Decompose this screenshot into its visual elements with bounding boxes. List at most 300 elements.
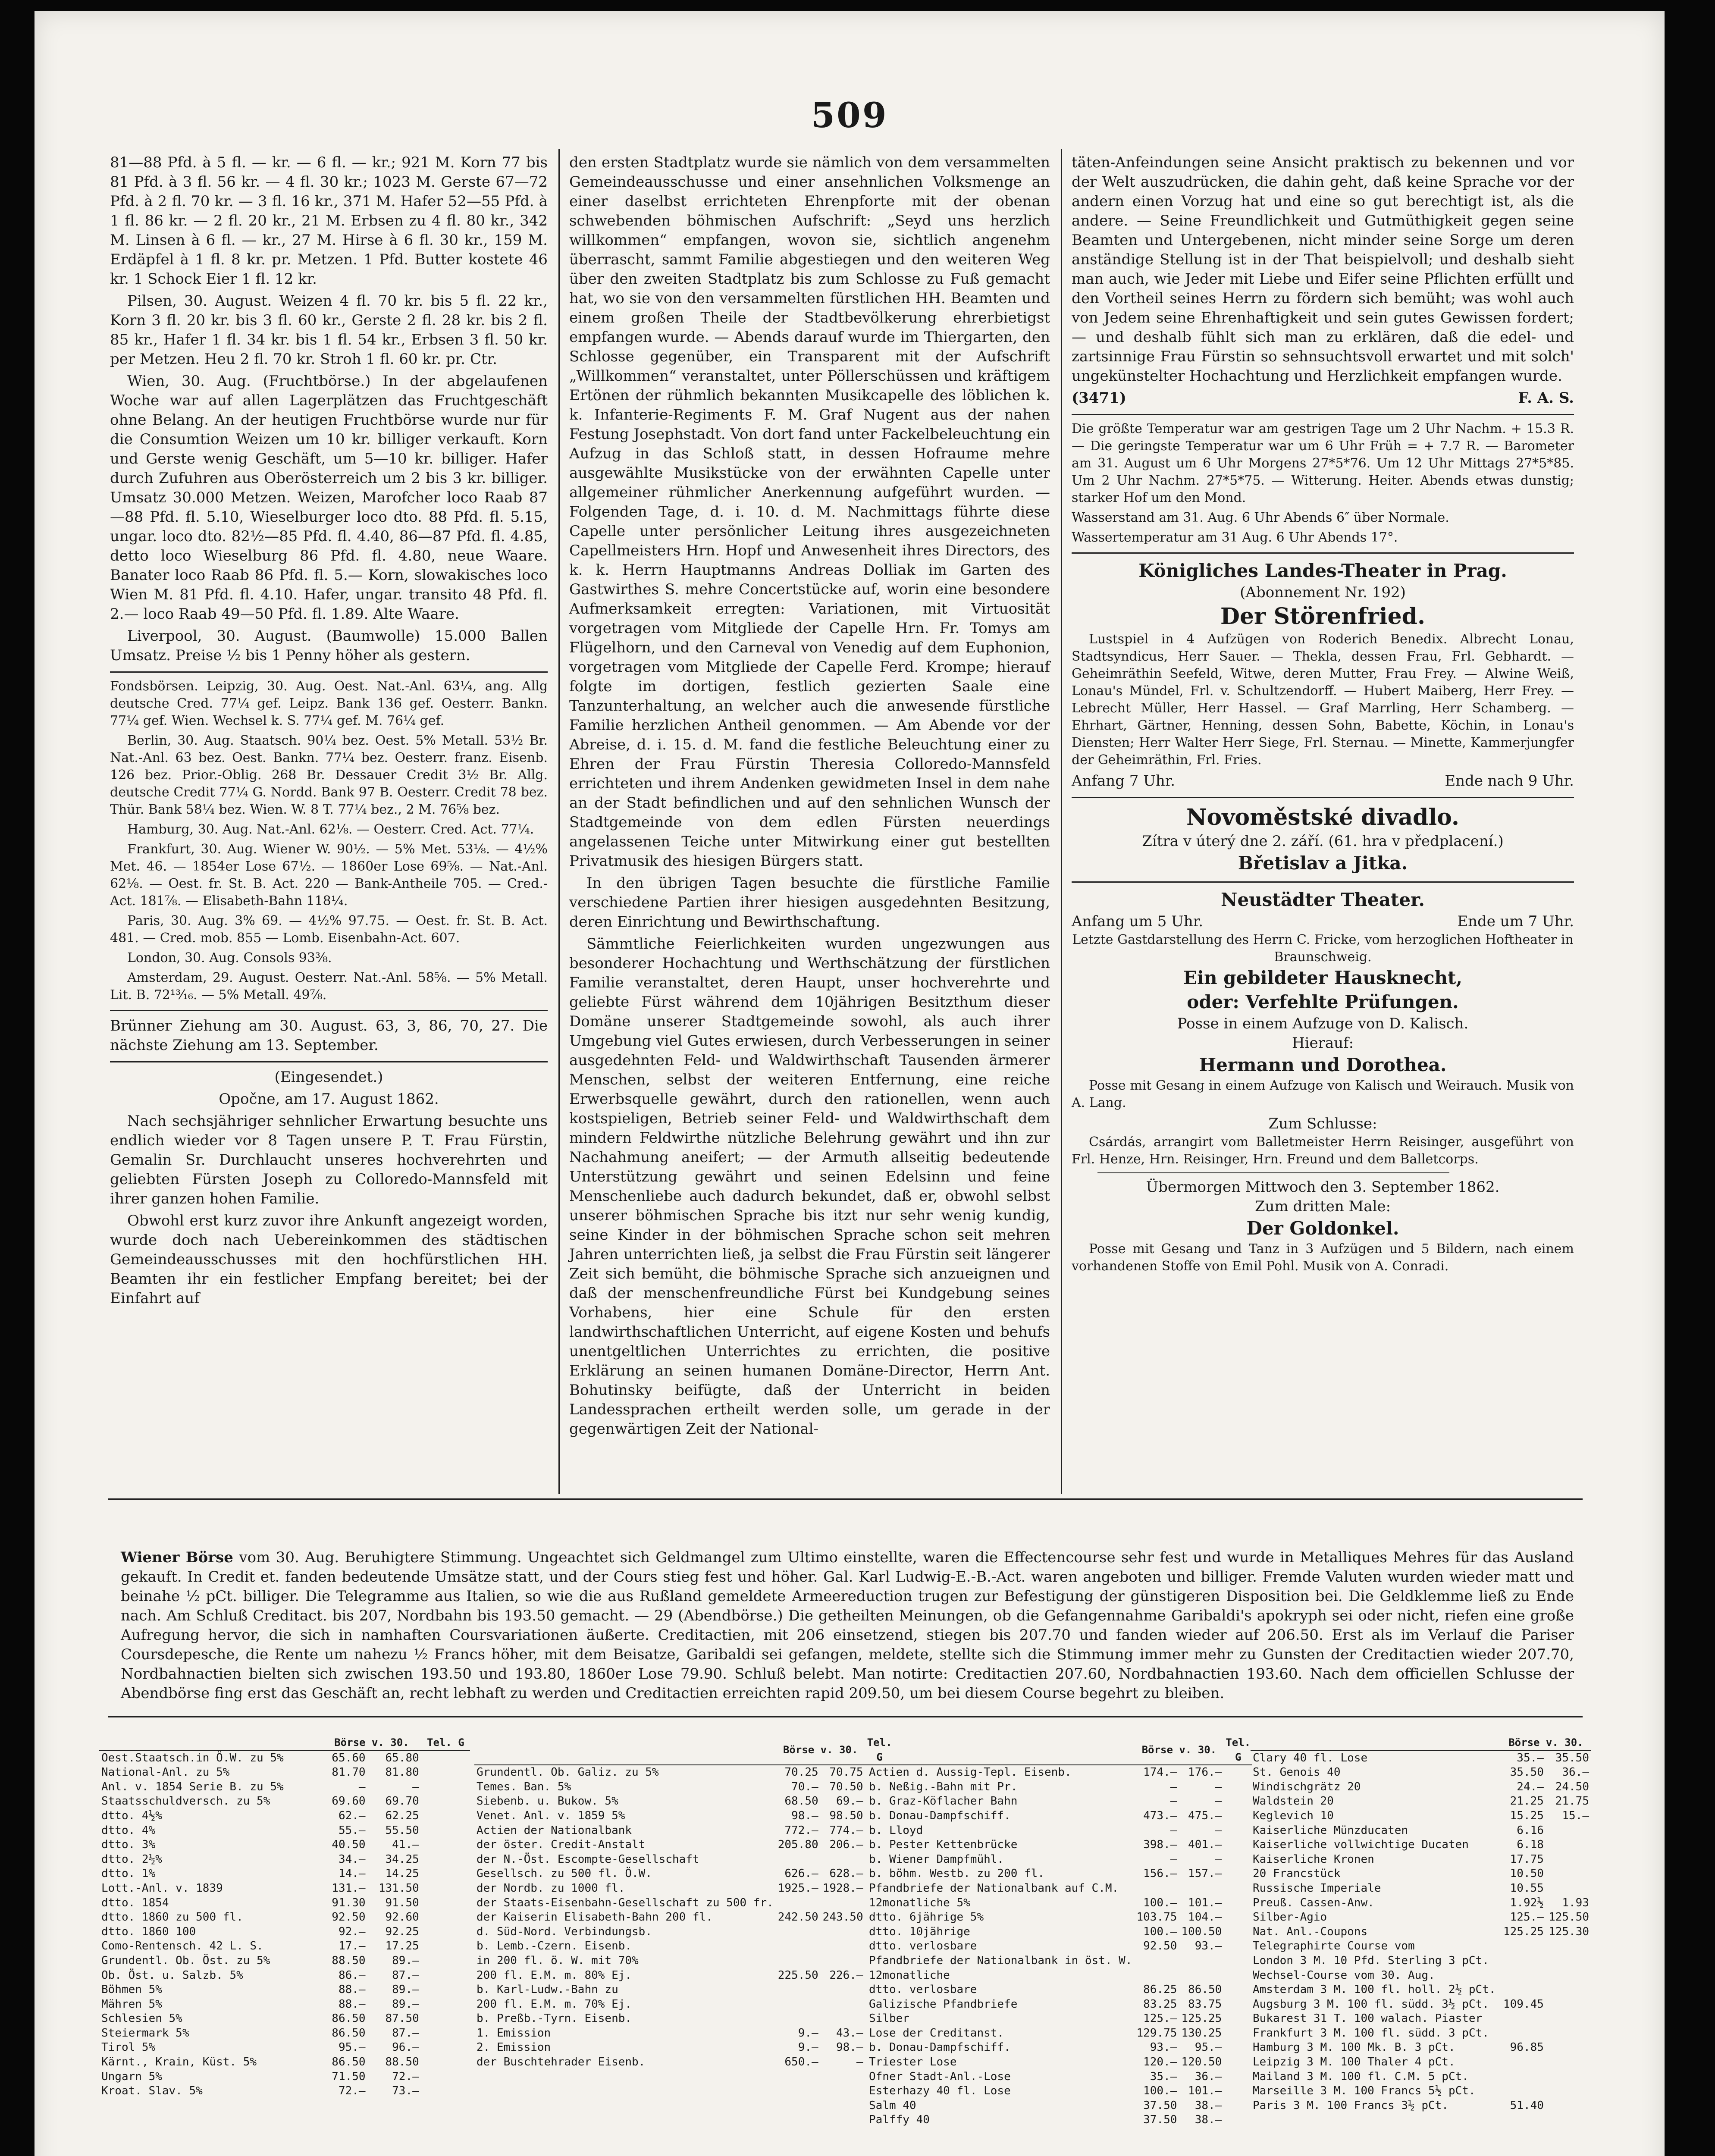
waare-value: 176.— bbox=[1188, 1766, 1222, 1779]
article-number: (3471) bbox=[1072, 389, 1126, 407]
security-name: Nat. Anl.-Coupons bbox=[1253, 1925, 1368, 1938]
telegraph-value bbox=[1224, 1824, 1252, 1838]
geld-value: 125.— bbox=[1143, 2012, 1177, 2025]
telegraph-value bbox=[421, 1896, 470, 1911]
quote-table-2 bbox=[474, 1736, 894, 2070]
geld-value: 10.50 bbox=[1510, 1867, 1544, 1880]
geld-value: 71.50 bbox=[332, 2070, 366, 2083]
geld-value: — bbox=[1170, 1780, 1177, 1793]
telegraph-value bbox=[421, 1910, 470, 1925]
table-top-rule bbox=[108, 1716, 1583, 1717]
table-row bbox=[1251, 1780, 1591, 1795]
table-row bbox=[867, 1997, 1252, 2012]
table-row bbox=[474, 1867, 894, 1881]
waare-value: 131.50 bbox=[378, 1881, 419, 1895]
theater-3-csardas: Csárdás, arrangirt vom Balletmeister Herrn Reisinger, ausgeführt von Frl. Henze, Hrn. Reisinger, Hrn. Freund und dem Balletcorps. bbox=[1072, 1134, 1574, 1167]
security-name: b. Karl-Ludw.-Bahn zu bbox=[477, 1983, 618, 1996]
security-name: Kroat. Slav. 5% bbox=[101, 2084, 203, 2098]
table-row bbox=[867, 2084, 1252, 2099]
bottom-section-rule bbox=[108, 1498, 1583, 1500]
waare-value: 72.— bbox=[392, 2070, 419, 2083]
theater-1-play: Der Störenfried. bbox=[1220, 603, 1426, 630]
security-name: Esterhazy 40 fl. Lose bbox=[869, 2084, 1011, 2098]
table-row bbox=[1251, 1896, 1591, 1911]
waare-value: — bbox=[856, 2056, 863, 2069]
table-row bbox=[99, 1824, 470, 1838]
waare-value: 206.— bbox=[829, 1838, 863, 1852]
security-name: Marseille 3 M. 100 Francs 5½ pCt. bbox=[1253, 2084, 1476, 2098]
table-row bbox=[867, 1838, 1252, 1852]
telegraph-value bbox=[1224, 1997, 1252, 2012]
eingesendet-paragraph-2: Obwohl erst kurz zuvor ihre Ankunft angezeigt worden, wurde doch nach Uebereinkommen des städtischen Gemeindeausschusses mit den hochfürstlichen HH. Beamten ihr ein festlicher Empfang bereitet; bei der Einfahrt auf bbox=[110, 1212, 548, 1307]
waare-value bbox=[821, 1896, 865, 1911]
security-name: Preuß. Cassen-Anw. bbox=[1253, 1896, 1374, 1909]
geld-value: 88.— bbox=[338, 1997, 366, 2011]
geld-value bbox=[1501, 1939, 1546, 1954]
table-header-boerse: Börse v. 30. bbox=[1134, 1736, 1224, 1765]
table-row bbox=[867, 1824, 1252, 1838]
table-row bbox=[1251, 1910, 1591, 1925]
geld-value: 398.— bbox=[1143, 1838, 1177, 1852]
table-row bbox=[867, 2055, 1252, 2070]
table-row bbox=[474, 1997, 894, 2012]
theater-3-title: Neustädter Theater. bbox=[1221, 889, 1425, 910]
telegraph-value bbox=[1224, 1867, 1252, 1881]
waare-value: 628.— bbox=[829, 1867, 863, 1880]
telegraph-value bbox=[1224, 1896, 1252, 1911]
theater-3-play-1: Ein gebildeter Hausknecht, bbox=[1183, 967, 1463, 988]
security-name: 20 Francstück bbox=[1253, 1867, 1341, 1880]
waare-value: 17.25 bbox=[385, 1940, 419, 1953]
security-name: Triester Lose bbox=[869, 2056, 957, 2069]
waare-value: 98.50 bbox=[829, 1809, 863, 1822]
theater-3-play-2-desc: Posse mit Gesang in einem Aufzuge von Kalisch und Weirauch. Musik von A. Lang. bbox=[1072, 1078, 1574, 1110]
fonds-berlin: Berlin, 30. Aug. Staatsch. 90¼ bez. Oest. 5% Metall. 53½ Br. Nat.-Anl. 63 bez. Oest. Bankn. 77¼ bez. Oesterr. franz. Eisenb. 126 bez. Prior.-Oblig. 268 Br. Dessauer Credit 3½ Br. Allg. deutsche Credit 77¼ G. Nordd. Bank 97 B. Oesterr. Credit 78 bez. Thür. Bank 58¼ bez. Wien. W. 8 T. 77¼ bez., 2 M. 76⅝ bez. bbox=[110, 733, 548, 817]
water-level: Wasserstand am 31. Aug. 6 Uhr Abends 6″ über Normale. bbox=[1072, 510, 1449, 525]
waare-value bbox=[1179, 1968, 1224, 1983]
table-row bbox=[867, 1809, 1252, 1824]
waare-value: 83.75 bbox=[1188, 1997, 1222, 2011]
security-name: Silber-Agio bbox=[1253, 1911, 1327, 1924]
waare-value: 89.— bbox=[392, 1954, 419, 1967]
security-name: Paris 3 M. 100 Francs 3½ pCt. bbox=[1253, 2099, 1449, 2112]
telegraph-value bbox=[421, 1983, 470, 1997]
geld-value: 15.25 bbox=[1510, 1809, 1544, 1822]
table-row bbox=[474, 1765, 894, 1780]
security-name: Kaiserliche vollwichtige Ducaten bbox=[1253, 1838, 1469, 1852]
geld-value bbox=[1134, 1954, 1179, 1968]
table-row bbox=[1251, 1954, 1591, 1968]
table-row bbox=[1251, 1997, 1591, 2012]
security-name: Kärnt., Krain, Küst. 5% bbox=[101, 2056, 257, 2069]
telegraph-value bbox=[1224, 2113, 1252, 2128]
geld-value: — bbox=[358, 1780, 366, 1793]
waare-value: 92.60 bbox=[385, 1911, 419, 1924]
waare-value: 100.50 bbox=[1181, 1925, 1222, 1938]
security-name: Wechsel-Course vom 30. Aug. bbox=[1253, 1968, 1435, 1982]
table-row bbox=[867, 2113, 1252, 2128]
security-name: Temes. Ban. 5% bbox=[477, 1780, 571, 1793]
security-name: dtto. verlosbare bbox=[869, 1983, 977, 1996]
waare-value: 81.80 bbox=[385, 1766, 419, 1779]
geld-value: 17.— bbox=[338, 1940, 366, 1953]
waare-value: 55.50 bbox=[385, 1824, 419, 1837]
column-rule-2 bbox=[1061, 149, 1062, 1494]
geld-value: 100.— bbox=[1143, 1896, 1177, 1909]
geld-value: 24.— bbox=[1517, 1780, 1544, 1793]
telegraph-value bbox=[421, 2084, 470, 2099]
waare-value: 1928.— bbox=[822, 1881, 863, 1895]
security-name: Mailand 3 M. 100 fl. C.M. 5 pCt. bbox=[1253, 2070, 1469, 2083]
waare-value bbox=[821, 1852, 865, 1867]
geld-value: 69.60 bbox=[332, 1795, 366, 1808]
table-row bbox=[867, 1867, 1252, 1881]
security-name: dtto. 1860 100 bbox=[101, 1925, 196, 1938]
table-row bbox=[99, 1751, 470, 1766]
table-row bbox=[1251, 2055, 1591, 2070]
geld-value: 772.— bbox=[784, 1824, 818, 1837]
geld-value bbox=[1501, 1968, 1546, 1983]
waare-value: 34.25 bbox=[385, 1852, 419, 1866]
security-name: Leipzig 3 M. 100 Thaler 4 pCt. bbox=[1253, 2056, 1455, 2069]
telegraph-value bbox=[1224, 1954, 1252, 1968]
geld-value: 98.— bbox=[791, 1809, 818, 1822]
fonds-amsterdam: Amsterdam, 29. August. Oesterr. Nat.-Anl. 58⅝. — 5% Metall. Lit. B. 72¹³⁄₁₆. — 5% Metall. 49⅞. bbox=[110, 970, 548, 1003]
table-row bbox=[99, 2084, 470, 2099]
waare-value bbox=[1546, 1968, 1591, 1983]
security-name: b. Donau-Dampfschiff. bbox=[869, 2041, 1011, 2054]
theater-2-play: Břetislav a Jitka. bbox=[1238, 852, 1408, 874]
waare-value: 69.— bbox=[836, 1795, 863, 1808]
geld-value: 17.75 bbox=[1510, 1852, 1544, 1866]
waare-value: 93.— bbox=[1195, 1940, 1222, 1953]
geld-value bbox=[1501, 2026, 1546, 2041]
security-name: Actien der Nationalbank bbox=[477, 1824, 632, 1837]
table-row bbox=[99, 1954, 470, 1968]
security-name: Russische Imperiale bbox=[1253, 1881, 1381, 1895]
waare-value: — bbox=[1215, 1824, 1222, 1837]
waare-value bbox=[1546, 1939, 1591, 1954]
security-name: Lose der Creditanst. bbox=[869, 2026, 1004, 2040]
waare-value: 70.75 bbox=[829, 1766, 863, 1779]
theater-3-play-1-subtitle: oder: Verfehlte Prüfungen. bbox=[1187, 991, 1459, 1012]
waare-value: 87.50 bbox=[385, 2012, 419, 2025]
geld-value: 86.25 bbox=[1143, 1983, 1177, 1996]
security-name: dtto. 1860 zu 500 fl. bbox=[101, 1911, 243, 1924]
telegraph-value bbox=[421, 2055, 470, 2070]
waare-value: 157.— bbox=[1188, 1867, 1222, 1880]
geld-value: 109.45 bbox=[1503, 1997, 1544, 2011]
table-row bbox=[99, 1925, 470, 1940]
telegraph-value bbox=[1224, 2012, 1252, 2026]
geld-value: 9.— bbox=[798, 2026, 818, 2040]
table-row bbox=[99, 1780, 470, 1795]
security-name: Silber bbox=[869, 2012, 909, 2025]
table-row bbox=[867, 1983, 1252, 1997]
waare-value bbox=[821, 2012, 865, 2026]
waare-value: 36.— bbox=[1562, 1766, 1589, 1779]
security-name: Grundentl. Ob. Galiz. zu 5% bbox=[477, 1766, 659, 1779]
table-row bbox=[99, 2055, 470, 2070]
telegraph-value bbox=[1224, 1852, 1252, 1867]
security-name: der Nordb. zu 1000 fl. bbox=[477, 1881, 625, 1895]
security-name: Oest.Staatsch.in Ö.W. zu 5% bbox=[101, 1751, 284, 1764]
telegraph-value bbox=[1224, 1794, 1252, 1809]
column-2 bbox=[569, 153, 1050, 1442]
geld-value: 650.— bbox=[784, 2056, 818, 2069]
table-row bbox=[99, 1910, 470, 1925]
security-name: Actien d. Aussig-Tepl. Eisenb. bbox=[869, 1766, 1072, 1779]
security-name: b. Preßb.-Tyrn. Eisenb. bbox=[477, 2012, 632, 2025]
telegraph-value bbox=[1224, 1780, 1252, 1795]
geld-value: 473.— bbox=[1143, 1809, 1177, 1822]
geld-value: 14.— bbox=[338, 1867, 366, 1880]
security-name: Grundentl. Ob. Öst. zu 5% bbox=[101, 1954, 270, 1967]
separator bbox=[1072, 881, 1574, 883]
article-paragraph-3: Sämmtliche Feierlichkeiten wurden ungezwungen aus besonderer Hochachtung und Werthschätzung der fürstlichen Familie veranstaltet, deren Haupt, unser hochverehrte und geliebte Fürst während dem 10jährigen Besitzthum dieser Domäne unserer Stadtgemeinde sowohl, als auch ihrer Umgebung viel Gutes erwiesen, durch Verbesserungen in seiner ausgedehnten Feld- und Waldwirthschaft Tausenden ärmerer Menschen, selbst der weiteren Entfernung, eine reiche Erwerbsquelle gewährt, durch den rationellen, wenn auch kostspieligen, Betrieb seiner Feld- und Waldwirthschaft dem mindern Feldwirthe nützliche Belehrung gewährt und ihn zur Nachahmung aneifert; — der Armuth allseitig bedeutende Unterstützung gewährt und seinen Edelsinn und feine Menschenliebe auch dadurch bekundet, daß er, obwohl selbst unserer böhmischen Sprache bis itzt nur sehr wenig kundig, seine Kinder in der böhmischen Sprache schon seit mehren Jahren unterrichten ließ, ja selbst die Frau Fürstin seit längerer Zeit sich bemüht, die böhmische Sprache sich anzueignen und daß der menschenfreundliche Fürst bei Kundgebung seines Vorhabens, hier eine Schule für den ersten landwirthschaftlichen Unterricht, auf eigene Kosten und behufs unentgeltlichen Unterrichtes zu errichten, die positive Erklärung an seinen humanen Domäne-Director, Herrn Ant. Bohutinsky beifügte, daß der Unterricht in beiden Landessprachen ertheilt werden solle, um gerade in der gegenwärtigen Zeit der National- bbox=[569, 935, 1050, 1438]
security-name: Como-Rentensch. 42 L. S. bbox=[101, 1940, 263, 1953]
telegraph-value bbox=[421, 1867, 470, 1881]
column-3 bbox=[1072, 153, 1574, 1278]
geld-value: 6.16 bbox=[1517, 1824, 1544, 1837]
geld-value bbox=[1501, 1983, 1546, 1997]
security-name: der Staats-Eisenbahn-Gesellschaft zu 500 fr. bbox=[477, 1896, 774, 1909]
waare-value: 62.25 bbox=[385, 1809, 419, 1822]
waare-value: 65.80 bbox=[385, 1751, 419, 1764]
security-name: Steiermark 5% bbox=[101, 2026, 189, 2040]
table-row bbox=[867, 1852, 1252, 1867]
theater-3-next-date: Übermorgen Mittwoch den 3. September 1862. bbox=[1146, 1178, 1500, 1196]
security-name: Telegraphirte Course vom bbox=[1253, 1940, 1415, 1953]
telegraph-value bbox=[421, 1838, 470, 1852]
table-row bbox=[474, 1824, 894, 1838]
table-row bbox=[99, 1794, 470, 1809]
geld-value: 100.— bbox=[1143, 2084, 1177, 2098]
telegraph-value bbox=[1224, 1881, 1252, 1896]
waare-value: 774.— bbox=[829, 1824, 863, 1837]
table-row bbox=[867, 2012, 1252, 2026]
waare-value bbox=[1546, 1867, 1591, 1881]
quote-table-4 bbox=[1251, 1736, 1591, 2113]
waare-value: 475.— bbox=[1188, 1809, 1222, 1822]
table-row bbox=[1251, 2012, 1591, 2026]
table-row bbox=[1251, 1852, 1591, 1867]
telegraph-value bbox=[1224, 2099, 1252, 2113]
waare-value bbox=[1546, 2099, 1591, 2113]
geld-value: — bbox=[1170, 1852, 1177, 1866]
waare-value bbox=[821, 1925, 865, 1940]
geld-value: 120.— bbox=[1143, 2056, 1177, 2069]
table-row bbox=[867, 1896, 1252, 1911]
table-row bbox=[474, 1809, 894, 1824]
table-header-name bbox=[867, 1736, 1134, 1765]
geld-value bbox=[1501, 2070, 1546, 2084]
theater-1-title: Königliches Landes-Theater in Prag. bbox=[1138, 560, 1507, 581]
theater-1-end: Ende nach 9 Uhr. bbox=[1445, 772, 1574, 790]
table-header-name bbox=[99, 1736, 322, 1751]
telegraph-value bbox=[421, 1794, 470, 1809]
telegraph-value bbox=[1224, 1925, 1252, 1940]
waare-value: 125.50 bbox=[1549, 1911, 1589, 1924]
market-prices: 81—88 Pfd. à 5 fl. — kr. — 6 fl. — kr.; 921 M. Korn 77 bis 81 Pfd. à 3 fl. 56 kr. — 4 fl. 30 kr.; 1023 M. Gerste 67—72 Pfd. à 2 fl. 70 kr. — 3 fl. 16 kr., 371 M. Hafer 52—55 Pfd. à 1 fl. 86 kr. — 2 fl. 20 kr., 21 M. Erbsen zu 4 fl. 80 kr., 342 M. Linsen à 6 fl. — kr., 27 M. Hirse à 6 fl. 30 kr., 159 M. Erdäpfel à 1 fl. 8 kr. pr. Metzen. 1 Pfd. Butter kostete 46 kr. 1 Schock Eier 1 fl. 12 kr. bbox=[110, 154, 548, 288]
theater-3-end: Ende um 7 Uhr. bbox=[1457, 913, 1574, 930]
geld-value: 95.— bbox=[338, 2041, 366, 2054]
telegraph-value bbox=[1224, 1765, 1252, 1780]
geld-value bbox=[776, 1983, 821, 1997]
security-name: b. Neßig.-Bahn mit Pr. bbox=[869, 1780, 1018, 1793]
quote-table-1 bbox=[99, 1736, 470, 2099]
table-row bbox=[1251, 1838, 1591, 1852]
table-header-tel: Tel. G bbox=[1224, 1736, 1252, 1765]
table-row bbox=[474, 1838, 894, 1852]
article-author: F. A. S. bbox=[1518, 389, 1574, 407]
geld-value: 62.— bbox=[338, 1809, 366, 1822]
table-header-name bbox=[474, 1736, 776, 1765]
security-name: Kaiserliche Kronen bbox=[1253, 1852, 1374, 1866]
geld-value: 103.75 bbox=[1136, 1911, 1177, 1924]
article-paragraph-1: den ersten Stadtplatz wurde sie nämlich von dem versammelten Gemeindeausschusse und einer ansehnlichen Volksmenge an einer daselbst errichteten Ehrenpforte mit der obenan schwebenden böhmischen Aufschrift: „Seyd uns herzlich willkommen“ empfangen, wovon sie, sichtlich angenehm überrascht, sammt Familie abgestiegen und den weiteren Weg über den zweiten Stadtplatz bis zum Schlosse zu Fuß gemacht hat, wo sie von den versammelten fürstlichen HH. Beamten und einem großen Theile der Stadtbevölkerung ehrerbietigst empfangen wurde. — Abends darauf wurde im Thiergarten, den Schlosse gegenüber, ein Transparent mit der Aufschrift „Willkommen“ veranstaltet, unter Pöllerschüssen und kräftigem Ertönen der rühmlich bekannten Musikcapelle des löblichen k. k. Infanterie-Regiments F. M. Graf Nugent aus der nahen Festung Josephstadt. Von dort fand unter Fackelbeleuchtung ein Aufzug in das Schloß statt, in dessen Hofraume mehre ausgewählte Musikstücke von der erwähnten Capelle unter allgemeiner rühmlicher Anerkennung aufgeführt wurden. — Folgenden Tage, d. i. 10. d. M. Nachmittags führte diese Capelle unter persönlicher Leitung ihres ausgezeichneten Capellmeisters Hrn. Hopf und Anwesenheit ihres Directors, des k. k. Herrn Hauptmanns Andreas Dolliak im Garten des Gastwirthes S. mehre Concertstücke auf, worin eine besondere Aufmerksamkeit erregten: Variationen, mit Virtuosität vorgetragen vom Mitgliede der Capelle Hrn. Fr. Tomys am Flügelhorn, und den Carneval von Venedig auf dem Euphonion, vorgetragen vom Mitgliede der Capelle Ferd. Krompe; hierauf folgte im dortigen, festlich gezierten Saale eine Tanzunterhaltung, an welcher auch die anwesende fürstliche Familie herzlichen Antheil genommen. — Am Abende vor der Abreise, d. i. 15. d. M. fand die festliche Beleuchtung einer zu Ehren der Frau Fürstin Theresia Colloredo-Mannsfeld errichteten und ihrem Andenken gewidmeten Insel in dem nahe an der Stadt befindlichen und auf den sehnlichen Wunsch der Stadtgemeinde von dem edlen Fürsten neuerdings angelassenen Teiche unter Mitwirkung einer gut bestellten Privatmusik des hiesigen Bürgers statt. bbox=[569, 154, 1050, 870]
geld-value: 86.50 bbox=[332, 2012, 366, 2025]
telegraph-value bbox=[421, 1824, 470, 1838]
security-name: Siebenb. u. Bukow. 5% bbox=[477, 1795, 618, 1808]
liverpool-report: Liverpool, 30. August. (Baumwolle) 15.000 Ballen Umsatz. Preise ½ bis 1 Penny höher als gestern. bbox=[110, 627, 548, 664]
security-name: dtto. 4½% bbox=[101, 1809, 162, 1822]
separator bbox=[110, 1010, 548, 1011]
wiener-boerse-lead: Wiener Börse bbox=[121, 1549, 233, 1566]
geld-value bbox=[1501, 2012, 1546, 2026]
geld-value: 37.50 bbox=[1143, 2113, 1177, 2127]
geld-value: 92.50 bbox=[1143, 1940, 1177, 1953]
theater-3-play-2: Hermann und Dorothea. bbox=[1199, 1054, 1447, 1075]
geld-value: 1.92½ bbox=[1510, 1896, 1544, 1909]
table-row bbox=[474, 2055, 894, 2070]
table-row bbox=[474, 1939, 894, 1954]
table-row bbox=[1251, 1751, 1591, 1766]
security-name: 1. Emission bbox=[477, 2026, 551, 2040]
table-row bbox=[99, 1983, 470, 1997]
security-name: London 3 M. 10 Pfd. Sterling 3 pCt. bbox=[1253, 1954, 1489, 1967]
quote-table-3 bbox=[867, 1736, 1252, 2128]
telegraph-value bbox=[1224, 2040, 1252, 2055]
geld-value: — bbox=[1170, 1824, 1177, 1837]
telegraph-value bbox=[421, 1780, 470, 1795]
geld-value: 86.50 bbox=[332, 2056, 366, 2069]
theater-3-hierauf: Hierauf: bbox=[1292, 1034, 1354, 1052]
geld-value: 125.25 bbox=[1503, 1925, 1544, 1938]
geld-value: 91.30 bbox=[332, 1896, 366, 1909]
table-row bbox=[1251, 1968, 1591, 1983]
security-name: Kaiserliche Münzducaten bbox=[1253, 1824, 1408, 1837]
waare-value: 88.50 bbox=[385, 2056, 419, 2069]
security-name: dtto. 2½% bbox=[101, 1852, 162, 1866]
table-row bbox=[474, 1794, 894, 1809]
security-name: 200 fl. E.M. m. 80% Ej. bbox=[477, 1968, 632, 1982]
geld-value: 86.50 bbox=[332, 2026, 366, 2040]
security-name: Pfandbriefe der Nationalbank in öst. W. bbox=[869, 1954, 1132, 1967]
table-row bbox=[474, 2026, 894, 2041]
telegraph-value bbox=[1224, 1910, 1252, 1925]
waare-value: 95.— bbox=[1195, 2041, 1222, 2054]
table-row bbox=[1251, 1824, 1591, 1838]
security-name: Waldstein 20 bbox=[1253, 1795, 1334, 1808]
geld-value: 21.25 bbox=[1510, 1795, 1544, 1808]
table-row bbox=[474, 1910, 894, 1925]
table-row bbox=[867, 1780, 1252, 1795]
theater-3-play-3: Der Goldonkel. bbox=[1246, 1218, 1399, 1239]
table-row bbox=[99, 2012, 470, 2026]
waare-value: 70.50 bbox=[829, 1780, 863, 1793]
geld-value: 55.— bbox=[338, 1824, 366, 1837]
table-row bbox=[474, 1896, 894, 1911]
table-row bbox=[1251, 2040, 1591, 2055]
waare-value: 401.— bbox=[1188, 1838, 1222, 1852]
geld-value: 51.40 bbox=[1510, 2099, 1544, 2112]
security-name: Salm 40 bbox=[869, 2099, 916, 2112]
theater-3-play-1-desc: Posse in einem Aufzuge von D. Kalisch. bbox=[1177, 1015, 1469, 1032]
security-name: der Kaiserin Elisabeth-Bahn 200 fl. bbox=[477, 1911, 713, 1924]
table-row bbox=[474, 1983, 894, 1997]
table-row bbox=[867, 1925, 1252, 1940]
geld-value: 125.— bbox=[1510, 1911, 1544, 1924]
waare-value: 15.— bbox=[1562, 1809, 1589, 1822]
theater-1-start: Anfang 7 Uhr. bbox=[1072, 772, 1176, 790]
security-name: in 200 fl. ö. W. mit 70% bbox=[477, 1954, 639, 1967]
waare-value: — bbox=[1215, 1795, 1222, 1808]
waare-value: 243.50 bbox=[822, 1911, 863, 1924]
telegraph-value bbox=[421, 1809, 470, 1824]
fonds-paris: Paris, 30. Aug. 3% 69. — 4½% 97.75. — Oest. fr. St. B. Act. 481. — Cred. mob. 855 — Lomb. Eisenbahn-Act. 607. bbox=[110, 913, 548, 946]
table-row bbox=[474, 1954, 894, 1968]
wiener-boerse-report bbox=[121, 1548, 1574, 1703]
security-name: 12monatliche 5% bbox=[869, 1896, 970, 1909]
telegraph-value bbox=[421, 1852, 470, 1867]
table-row bbox=[1251, 1794, 1591, 1809]
waare-value: 120.50 bbox=[1181, 2056, 1222, 2069]
geld-value bbox=[776, 1954, 821, 1968]
security-name: dtto. 3% bbox=[101, 1838, 156, 1852]
waare-value: 86.50 bbox=[1188, 1983, 1222, 1996]
security-name: Anl. v. 1854 Serie B. zu 5% bbox=[101, 1780, 284, 1793]
table-row bbox=[99, 2070, 470, 2084]
waare-value: 38.— bbox=[1195, 2113, 1222, 2127]
geld-value: 34.— bbox=[338, 1852, 366, 1866]
theater-2-desc: Zítra v úterý dne 2. září. (61. hra v předplacení.) bbox=[1142, 833, 1504, 850]
newspaper-page bbox=[34, 11, 1665, 2156]
geld-value: 1925.— bbox=[778, 1881, 818, 1895]
security-name: Frankfurt 3 M. 100 fl. südd. 3 pCt. bbox=[1253, 2026, 1489, 2040]
telegraph-value bbox=[421, 2040, 470, 2055]
security-name: d. Süd-Nord. Verbindungsb. bbox=[477, 1925, 652, 1938]
article-paragraph-2: In den übrigen Tagen besuchte die fürstliche Familie verschiedene Partien ihrer hiesigen ausgedehnten Besitzung, deren Einrichtung und Bewirthschaftung. bbox=[569, 874, 1050, 931]
waare-value: 89.— bbox=[392, 1983, 419, 1996]
security-name: Böhmen 5% bbox=[101, 1983, 162, 1996]
telegraph-value bbox=[1224, 1983, 1252, 1997]
security-name: Keglevich 10 bbox=[1253, 1809, 1334, 1822]
waare-value bbox=[1546, 1852, 1591, 1867]
security-name: Mähren 5% bbox=[101, 1997, 162, 2011]
waare-value: 101.— bbox=[1188, 1896, 1222, 1909]
security-name: b. Lloyd bbox=[869, 1824, 923, 1837]
table-row bbox=[474, 1780, 894, 1795]
theater-3-schluss: Zum Schlusse: bbox=[1268, 1115, 1377, 1132]
waare-value: — bbox=[1215, 1852, 1222, 1866]
table-row bbox=[1251, 2084, 1591, 2099]
separator bbox=[1072, 797, 1574, 798]
security-name: National-Anl. zu 5% bbox=[101, 1766, 230, 1779]
security-name: der N.-Öst. Escompte-Gesellschaft bbox=[477, 1852, 699, 1866]
table-row bbox=[1251, 1765, 1591, 1780]
geld-value: 35.50 bbox=[1510, 1766, 1544, 1779]
